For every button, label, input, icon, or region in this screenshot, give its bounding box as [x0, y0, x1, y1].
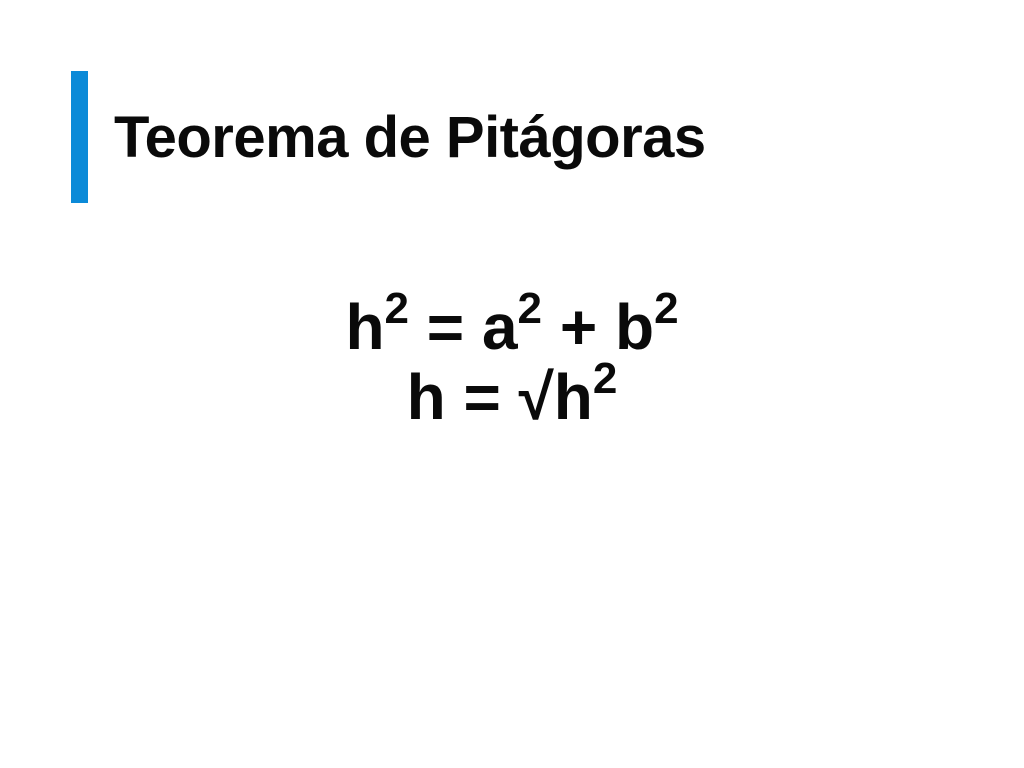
formula-exponent: 2 [654, 283, 679, 333]
formula-term: a [481, 291, 518, 363]
slide-title: Teorema de Pitágoras [114, 105, 706, 170]
formula-operator: = [409, 291, 482, 363]
title-accent-bar [71, 71, 88, 203]
formula-block [0, 283, 1024, 433]
formula-line-2 [0, 353, 1024, 433]
formula-exponent: 2 [384, 283, 410, 333]
formula-term: h [345, 291, 385, 363]
formula-exponent: 2 [592, 353, 618, 403]
formula-term: h [553, 361, 593, 433]
formula-operator: + [542, 291, 615, 363]
formula-term: b [614, 291, 655, 363]
formula-line-1 [0, 283, 1024, 363]
formula-exponent: 2 [517, 283, 543, 333]
formula-operator: h = √ [406, 361, 554, 433]
